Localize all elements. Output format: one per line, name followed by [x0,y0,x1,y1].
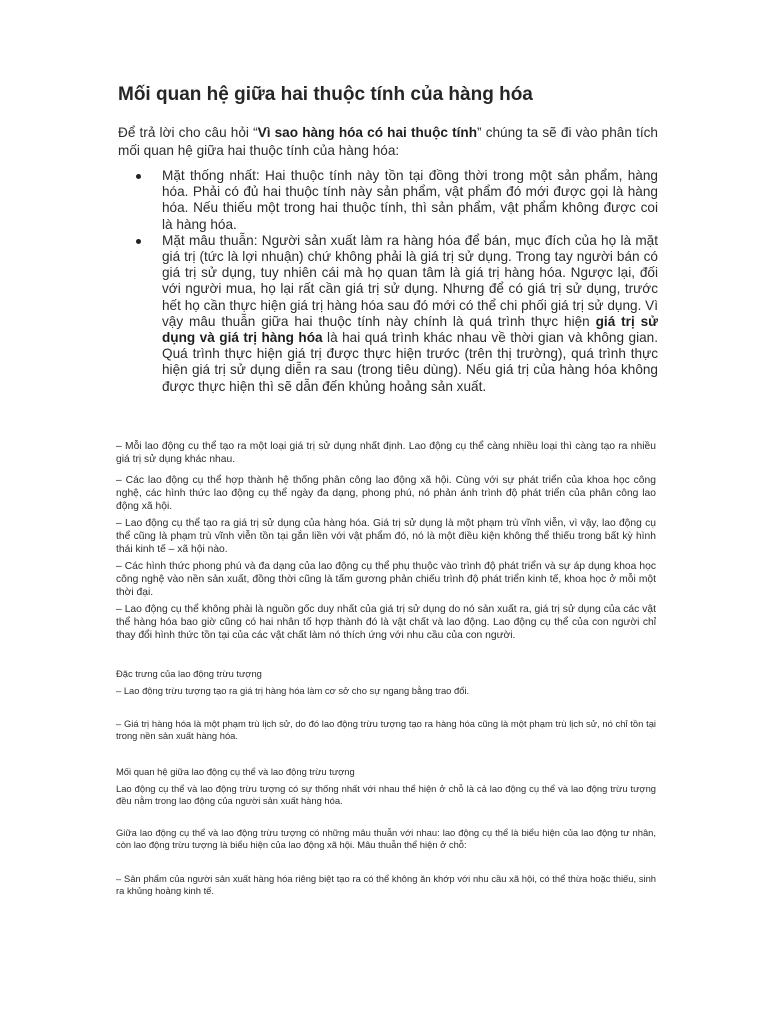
paragraph-concrete-5: – Lao động cụ thể không phải là nguồn gốc duy nhất của giá trị sử dụng do nó sản xuất ra, giá trị sử dụng của các vật thể hàng hóa bao giờ cũng có hai nhân tố hợp thành đó là vật chất và lao động. Lao động cụ thể của con người chỉ thay đổi hình thức tồn tại của các vật chất làm nó thích ứng với nhu cầu của con người. [116,604,656,641]
paragraph-abstract-2: – Giá trị hàng hóa là một phạm trù lịch sử, do đó lao động trừu tượng tạo ra hàng hóa cũng là một phạm trù lịch sử, nó chỉ tồn tại trong nền sản xuất hàng hóa. [116,718,656,741]
bullet-dot-icon [136,239,141,244]
paragraph-relation-2: Giữa lao động cụ thể và lao động trừu tượng có những mâu thuẫn với nhau: lao động cụ thể là biểu hiện của lao động tư nhân, còn lao động trừu tượng là biểu hiện của lao động xã hội. Mâu thuẫn thể hiện ở chỗ: [116,827,656,850]
paragraph-abstract-1: – Lao động trừu tượng tạo ra giá trị hàng hóa làm cơ sở cho sự ngang bằng trao đổi. [116,685,470,696]
intro-text-after: ” chúng ta sẽ đi vào phân tích mối quan hệ giữa hai thuộc tính của hàng hóa: [118,125,658,158]
bullet-text-before: Mặt mâu thuẫn: Người sản xuất làm ra hàng hóa để bán, mục đích của họ là mặt giá trị (tức là lợi nhuận) chứ không phải là giá trị sử dụng. Trong tay người bán có giá trị sử dụng, tuy nhiên cái mà họ quan tâm là giá trị hàng hóa. Ngược lại, đối với người mua, họ lại rất cần giá trị sử dụng. Nhưng để có giá trị sử dụng, trước hết họ cần thực hiện giá trị hàng hóa sau đó mới có thể chi phối giá trị sử dụng. Vì vậy mâu thuẫn giữa hai thuộc tính này chính là quá trình thực hiện [162,232,658,329]
paragraph-concrete-3: – Lao động cụ thể tạo ra giá trị sử dụng của hàng hóa. Giá trị sử dụng là một phạm trù vĩnh viễn, vì vậy, lao động cụ thể cũng là phạm trù vĩnh viễn tồn tại gắn liền với vật phẩm đó, nó là một điều kiện không thể thiếu trong bất kỳ hình thái kinh tế – xã hội nào. [116,518,656,555]
page-title: Mối quan hệ giữa hai thuộc tính của hàng hóa [118,84,533,105]
paragraph-concrete-1: – Mỗi lao động cụ thể tạo ra một loại giá trị sử dụng nhất định. Lao động cụ thể càng nhiều loại thì càng tạo ra nhiều giá trị sử dụng khác nhau. [116,441,656,465]
bullet-item-contradiction [118,233,658,395]
intro-text-before: Để trả lời cho câu hỏi “ [118,125,258,140]
bullet-item-unity [118,168,658,233]
bullet-text-after: là hai quá trình khác nhau về thời gian và không gian. Quá trình thực hiện giá trị được thực hiện trước (trên thị trường), quá trình thực hiện giá trị sử dụng diễn ra sau (trong tiêu dùng). Nếu giá trị của hàng hóa không được thực hiện thì sẽ dẫn đến khủng hoảng sản xuất. [162,330,658,394]
heading-abstract-labor: Đặc trưng của lao động trừu tượng [116,668,262,679]
paragraph-relation-3: – Sản phẩm của người sản xuất hàng hóa riêng biệt tạo ra có thể không ăn khớp với nhu cầu xã hội, có thể thừa hoặc thiếu, sinh ra khủng hoảng kinh tế. [116,873,656,896]
heading-relation: Mối quan hệ giữa lao động cụ thể và lao động trừu tượng [116,766,355,777]
intro-paragraph [118,124,658,160]
paragraph-relation-1: Lao động cụ thể và lao động trừu tượng có sự thống nhất với nhau thể hiện ở chỗ là cả lao động cụ thể và lao động trừu tượng đều nằm trong lao động của người sản xuất hàng hóa. [116,783,656,806]
paragraph-concrete-4: – Các hình thức phong phú và đa dạng của lao động cụ thể phụ thuộc vào trình độ phát triển và sự áp dụng khoa học công nghệ vào nền sản xuất, đồng thời cũng là tấm gương phản chiếu trình độ phát triển kinh tế, khoa học ở mỗi một thời đại. [116,561,656,598]
bullet-bold-text: giá trị sử dụng và giá trị hàng hóa [162,313,658,346]
bullet-list [118,168,658,395]
bullet-dot-icon [136,174,141,179]
bullet-text: Mặt thống nhất: Hai thuộc tính này tồn tại đồng thời trong một sản phẩm, hàng hóa. Phải có đủ hai thuộc tính này sản phẩm, vật phẩm đó mới được gọi là hàng hóa. Nếu thiếu một trong hai thuộc tính, thì sản phẩm, vật phẩm không được coi là hàng hóa. [162,168,658,232]
intro-bold-question: Vì sao hàng hóa có hai thuộc tính [257,125,478,140]
paragraph-concrete-2: – Các lao động cụ thể hợp thành hệ thống phân công lao động xã hội. Cùng với sự phát triển của khoa học công nghệ, các hình thức lao động cụ thể ngày đa dạng, phong phú, nó phản ánh trình độ phát triển của phân công lao động xã hội. [116,475,656,512]
